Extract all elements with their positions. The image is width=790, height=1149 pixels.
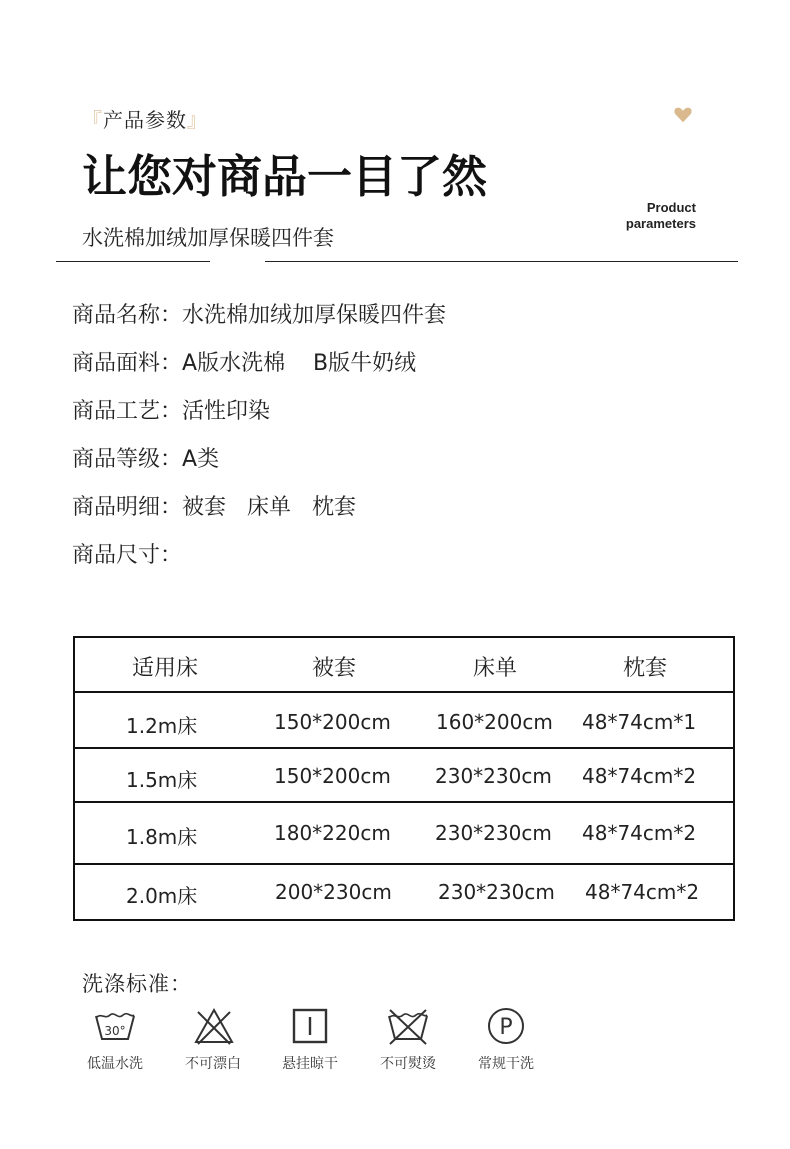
table-divider	[75, 801, 733, 803]
table-header-cell: 被套	[312, 656, 357, 681]
table-cell: 150*200cm	[274, 764, 391, 788]
table-cell: 48*74cm*2	[582, 764, 697, 788]
english-caption-line1: Product	[646, 200, 696, 215]
size-table	[73, 636, 735, 921]
table-header-cell: 枕套	[623, 656, 668, 681]
spec-label: 商品等级：	[72, 447, 183, 472]
spec-row-process	[72, 394, 270, 425]
table-cell: 2.0m床	[126, 884, 198, 908]
wash-label: 不可熨烫	[380, 1056, 436, 1072]
wash-30-icon	[93, 1006, 137, 1048]
spec-label: 商品名称：	[72, 303, 183, 328]
spec-row-grade	[72, 442, 219, 473]
wash-label: 不可漂白	[185, 1056, 241, 1072]
spec-row-contents	[72, 490, 356, 521]
spec-row-name	[72, 298, 446, 329]
page-title: 让您对商品一目了然	[82, 150, 488, 203]
spec-label: 商品工艺：	[72, 399, 183, 424]
wash-temp: 30°	[104, 1024, 126, 1038]
wash-label: 悬挂晾干	[282, 1056, 338, 1072]
spec-label: 商品尺寸：	[72, 543, 183, 568]
no-iron-icon	[386, 1006, 430, 1048]
section-tag	[82, 104, 208, 133]
divider-left	[56, 261, 210, 262]
table-cell: 180*220cm	[274, 821, 391, 845]
table-cell: 230*230cm	[435, 821, 552, 845]
table-divider	[75, 747, 733, 749]
spec-value: A类	[182, 447, 220, 472]
product-subtitle: 水洗棉加绒加厚保暖四件套	[82, 226, 334, 250]
hang-dry-icon	[288, 1006, 332, 1048]
wash-label: 低温水洗	[87, 1056, 143, 1072]
english-caption-line2: parameters	[625, 216, 696, 231]
spec-value: A版水洗棉 B版牛奶绒	[182, 351, 417, 376]
table-cell: 48*74cm*2	[582, 821, 697, 845]
tag-bracket-open: 『	[82, 108, 103, 132]
no-bleach-icon	[192, 1006, 236, 1048]
dry-clean-p-icon	[484, 1006, 528, 1048]
table-cell: 48*74cm*1	[582, 710, 697, 734]
table-divider	[75, 691, 733, 693]
table-header-cell: 床单	[473, 656, 518, 681]
wash-label: 常规干洗	[478, 1056, 534, 1072]
wash-title: 洗涤标准：	[82, 972, 192, 996]
table-cell: 160*200cm	[436, 710, 553, 734]
spec-label: 商品明细：	[72, 495, 183, 520]
spec-row-fabric	[72, 346, 416, 377]
spec-label: 商品面料：	[72, 351, 183, 376]
tag-bracket-close: 』	[187, 108, 208, 132]
spec-value: 水洗棉加绒加厚保暖四件套	[182, 303, 447, 328]
tag-text: 产品参数	[103, 108, 187, 132]
divider-right	[265, 261, 738, 262]
table-divider	[75, 863, 733, 865]
table-cell: 200*230cm	[275, 880, 392, 904]
spec-row-size	[72, 538, 182, 569]
table-cell: 150*200cm	[274, 710, 391, 734]
table-cell: 48*74cm*2	[585, 880, 700, 904]
table-cell: 1.2m床	[126, 714, 198, 738]
table-cell: 1.8m床	[126, 825, 198, 849]
spec-value: 被套 床单 枕套	[182, 495, 356, 520]
table-header-cell: 适用床	[132, 656, 199, 681]
dry-clean-letter: P	[499, 1015, 513, 1040]
spec-value: 活性印染	[182, 399, 271, 424]
english-caption	[600, 200, 696, 232]
table-cell: 1.5m床	[126, 768, 198, 792]
table-cell: 230*230cm	[435, 764, 552, 788]
table-cell: 230*230cm	[438, 880, 555, 904]
heart-icon	[672, 103, 694, 125]
